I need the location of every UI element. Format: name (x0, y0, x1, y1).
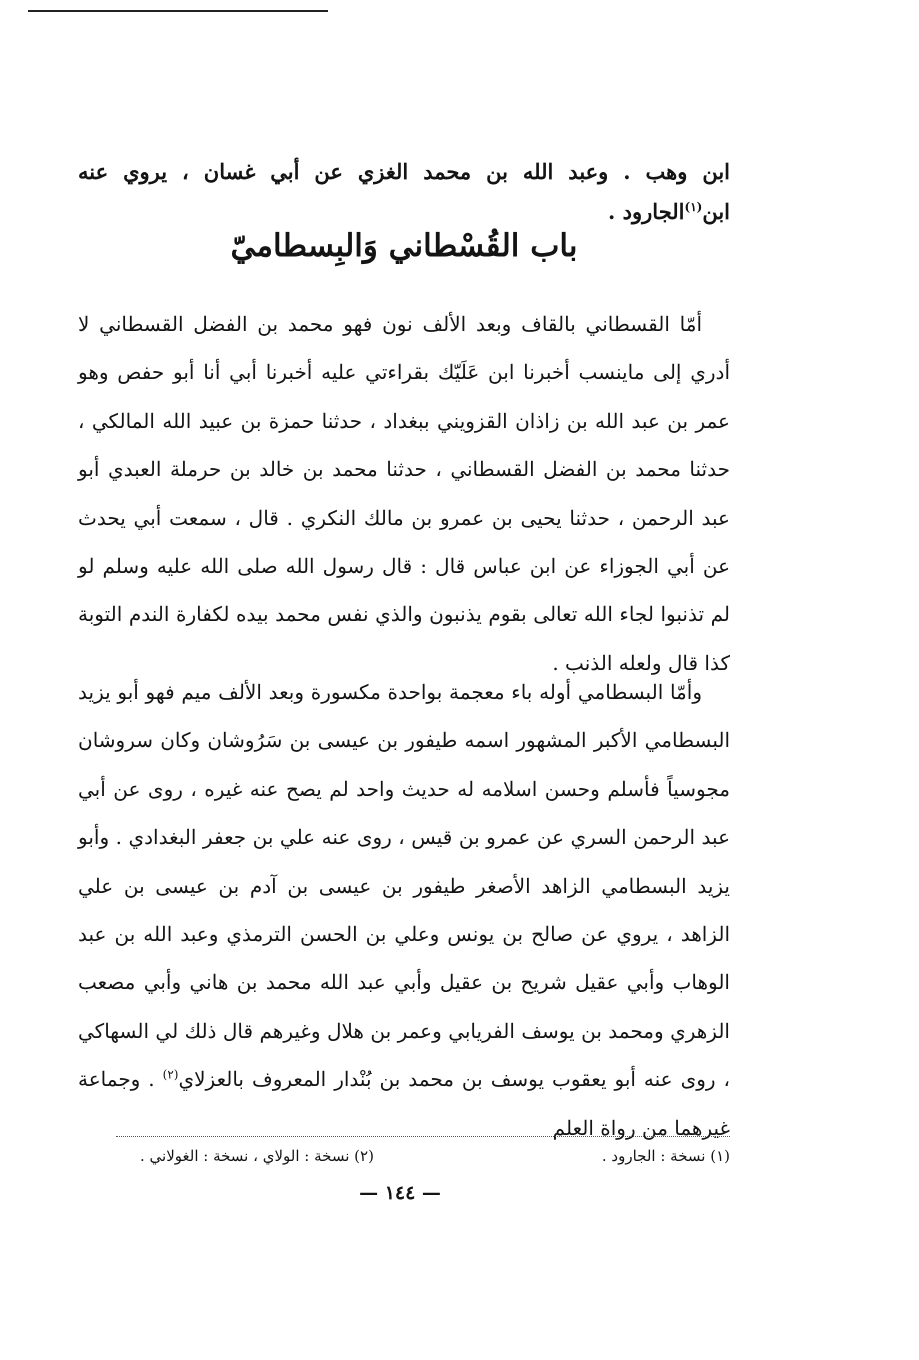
top-edge-rule (28, 10, 328, 12)
page-number: — ١٤٤ — (359, 1182, 441, 1204)
opening-text: ابن وهب . وعبد الله بن محمد الغزي عن أبي غسان ، يروي عنه ابن (78, 159, 730, 224)
opening-text-end: الجارود . (608, 199, 685, 224)
paragraph-text: وأمّا البسطامي أوله باء معجمة بواحدة مكسورة وبعد الألف ميم فهو أبو يزيد البسطامي الأكبر المشهور اسمه طيفور بن عيسى بن سَرُوشان وكان سروشان مجوسياً فأسلم وحسن اسلامه له حديث واحد لم يصح عنه غيره ، روى عن أبي عبد الرحمن السري عن عمرو بن قيس ، روى عنه علي بن جعفر البغدادي . وأبو يزيد البسطامي الزاهد الأصغر طيفور بن عيسى بن آدم بن عيسى بن علي الزاهد ، يروي عن صالح بن يونس وعلي بن الحسن الترمذي وعبد الله بن عبد الوهاب وأبي عقيل شريح بن عقيل وأبي عبد الله محمد بن هاني وأبي مصعب الزهري ومحمد بن يوسف الفريابي وعمر بن هلال وغيرهم قال ذلك لي السهاكي ، روى عنه أبو يعقوب يوسف بن محمد بن بُنْدار المعروف بالعزلاي (78, 680, 730, 1092)
paragraph-text: أمّا القسطاني بالقاف وبعد الألف نون فهو محمد بن الفضل القسطاني لا أدري إلى ماينسب أخبرنا ابن عَلَيّك بقراءتي عليه أخبرنا أبي أنا أبو حفص وهو عمر بن عبد الله بن زاذان القزويني ببغداد ، حدثنا حمزة بن عبيد الله المالكي ، حدثنا محمد بن الفضل القسطاني ، حدثنا محمد بن خالد بن حرملة العبدي أبو عبد الرحمن ، حدثنا يحيى بن عمرو بن مالك النكري . قال ، سمعت أبي يحدث عن أبي الجوزاء عن ابن عباس قال : قال رسول الله صلى الله عليه وسلم لو لم تذنبوا لجاء الله تعالى بقوم يذنبون والذي نفس محمد بيده لكفارة الندم التوبة كذا قال ولعله الذنب . (78, 312, 730, 675)
opening-line (78, 152, 730, 232)
footnotes (120, 1143, 730, 1173)
footnote-2: (٢) نسخة : الولاي ، نسخة : الغولاني . (140, 1147, 374, 1165)
footnote-separator (116, 1136, 730, 1137)
paragraph-text-end: . وجماعة غيرهما من رواة العلم (78, 1067, 730, 1140)
paragraph-bistami (78, 668, 730, 1152)
footnote-ref-1: (١) (684, 200, 703, 214)
footnote-ref-2: (٢) (162, 1067, 179, 1082)
chapter-title: باب القُسْطاني وَالبِسطاميّ (230, 228, 578, 264)
paragraph-qustani (78, 300, 730, 687)
footnote-1: (١) نسخة : الجارود . (601, 1147, 730, 1165)
